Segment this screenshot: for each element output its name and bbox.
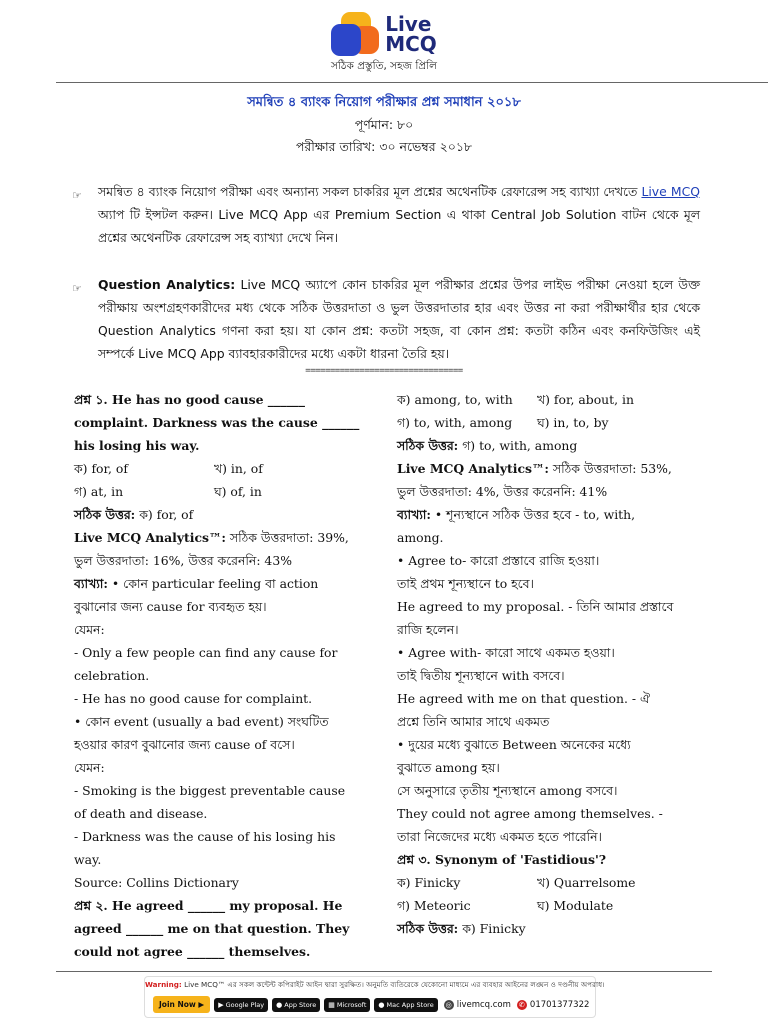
q1-explanation-1: • কোন particular feeling বা action	[107, 576, 319, 591]
windows-icon: ▦	[328, 1000, 335, 1009]
q2-option-kha: খ) for, about, in	[537, 392, 634, 407]
pointing-hand-icon: ☞	[72, 189, 82, 202]
logo-wordmark	[385, 14, 437, 54]
q3-option-ka: ক) Finicky	[397, 875, 461, 890]
q2-explanation-8: তাই দ্বিতীয় শূন্যস্থানে with বসবে।	[397, 668, 565, 683]
logo-line-1: Live	[385, 12, 432, 36]
header-divider	[56, 82, 768, 83]
pointing-hand-icon: ☞	[72, 282, 82, 295]
q2-explanation-11: • দুয়ের মধ্যে বুঝাতে Between অনেকের মধ্যে	[397, 737, 631, 752]
q1-analytics-label: Live MCQ Analytics™:	[74, 530, 226, 545]
header-logo	[0, 12, 768, 76]
q1-answer-value: ক) for, of	[135, 507, 194, 522]
q2-analytics-label: Live MCQ Analytics™:	[397, 461, 549, 476]
website-text: livemcq.com	[456, 999, 511, 1010]
left-column	[74, 388, 362, 963]
q1-answer-label: সঠিক উত্তর:	[74, 507, 136, 522]
q1-explanation-4: - Only a few people can find any cause for	[74, 645, 338, 660]
logo-line-2: MCQ	[385, 32, 437, 56]
title-block	[0, 92, 768, 158]
q2-explanation-4: তাই প্রথম শূন্যস্থানে to হবে।	[397, 576, 534, 591]
footer-divider	[56, 971, 712, 972]
google-play-badge[interactable]	[214, 998, 268, 1012]
right-column	[397, 388, 697, 940]
q1-options-row-1	[74, 457, 362, 480]
q2-options-row-2	[397, 411, 697, 434]
apple-icon: ●	[276, 1000, 283, 1009]
q2-line-1: প্রশ্ন ২. He agreed ______ my proposal. He	[74, 898, 343, 913]
q2-explanation-2: among.	[397, 530, 444, 545]
phone-icon: ✆	[517, 1000, 527, 1010]
q2-line-2: agreed ______ me on that question. They	[74, 921, 350, 936]
q2-answer-label: সঠিক উত্তর:	[397, 438, 459, 453]
q1-line-3: his losing his way.	[74, 438, 200, 453]
q1-explanation-6: - He has no good cause for complaint.	[74, 691, 313, 706]
mac-app-store-label: Mac App Store	[386, 1000, 434, 1009]
live-mcq-link[interactable]: Live MCQ	[641, 184, 700, 199]
section-divider: ================================	[305, 366, 463, 376]
q1-explanation-12: - Darkness was the cause of his losing his	[74, 829, 336, 844]
q1-analytics-correct: সঠিক উত্তরদাতা: 39%,	[225, 530, 349, 545]
q2-option-ga: গ) to, with, among	[397, 415, 513, 430]
full-marks: পূর্ণমান: ৮০	[354, 117, 414, 132]
q2-option-gha: ঘ) in, to, by	[537, 415, 609, 430]
q3-option-gha: ঘ) Modulate	[537, 898, 614, 913]
intro-paragraph-2	[72, 273, 700, 365]
q1-explanation-10: - Smoking is the biggest preventable cause	[74, 783, 346, 798]
page-title: সমন্বিত ৪ ব্যাংক নিয়োগ পরীক্ষার প্রশ্ন সমাধান ২০১৮	[247, 95, 521, 110]
website-link[interactable]	[444, 1000, 511, 1010]
q3-option-kha: খ) Quarrelsome	[537, 875, 636, 890]
join-now-button[interactable]: Join Now ▶	[153, 996, 210, 1013]
q2-explanation-13: সে অনুসারে তৃতীয় শূন্যস্থানে among বসবে।	[397, 783, 618, 798]
q1-explanation-13: way.	[74, 852, 102, 867]
q2-options-row-1	[397, 388, 697, 411]
q1-explanation-5: celebration.	[74, 668, 150, 683]
microsoft-label: Microsoft	[336, 1000, 367, 1009]
q2-explanation-10: প্রশ্নে তিনি আমার সাথে একমত	[397, 714, 550, 729]
q2-answer	[397, 434, 697, 457]
q2-explanation-12: বুঝাতে among হয়।	[397, 760, 500, 775]
q3-options-row-2	[397, 894, 697, 917]
q3-answer-value: ক) Finicky	[458, 921, 526, 936]
logo-row	[331, 12, 437, 56]
app-store-label: App Store	[284, 1000, 317, 1009]
question-analytics-label: Question Analytics:	[98, 277, 236, 292]
play-icon: ▶	[218, 1000, 224, 1009]
q2-explanation-3: • Agree to- কারো প্রস্তাবে রাজি হওয়া।	[397, 553, 600, 568]
q2-explanation-1: • শূন্যস্থানে সঠিক উত্তর হবে - to, with,	[430, 507, 636, 522]
q2-explanation	[397, 503, 697, 526]
phone-link[interactable]	[517, 1000, 590, 1010]
intro-1-text-b: অ্যাপ টি ইন্সটল করুন। Live MCQ App এর Premium Section এ থাকা Central Job Solution বাটন থেকে মূল প্রশ্নের অথেনটিক রেফারেন্স সহ ব্যাখ্যা দেখে নিন।	[98, 207, 700, 245]
google-play-label: Google Play	[225, 1000, 265, 1009]
q2-explanation-14: They could not agree among themselves. -	[397, 806, 663, 821]
q1-answer	[74, 503, 362, 526]
q3-question: প্রশ্ন ৩. Synonym of 'Fastidious'?	[397, 852, 607, 867]
q1-explanation-3: যেমন:	[74, 622, 105, 637]
q2-analytics-rest: ভুল উত্তরদাতা: 4%, উত্তর করেননি: 41%	[397, 484, 608, 499]
q1-explanation	[74, 572, 362, 595]
question-analytics-text: Live MCQ অ্যাপে কোন চাকরির মূল পরীক্ষার প্রশ্নের উপর লাইভ পরীক্ষা নেওয়া হলে উক্ত পরীক্ষায় অংশগ্রহণকারীদের মধ্য থেকে সঠিক উত্তরদাতা ও ভুল উত্তরদাতার হার এবং উত্তর না করা পরীক্ষার্থীর হার থেকে Question Analytics গণনা করা হয়। যা কোন প্রশ্ন: কতটা সহজ, বা কোন প্রশ্ন: কতটা কঠিন এবং কনফিউজিং এই সম্পর্কে Live MCQ App ব্যাবহারকারীদের মধ্যে একটা ধারনা তৈরি হয়।	[98, 277, 700, 361]
microsoft-store-badge[interactable]	[324, 998, 370, 1012]
q2-explanation-label: ব্যাখ্যা:	[397, 507, 431, 522]
q1-option-ga: গ) at, in	[74, 484, 124, 499]
exam-date: পরীক্ষার তারিখ: ৩০ নভেম্বর ২০১৮	[295, 139, 473, 154]
copyright-warning	[145, 980, 605, 992]
logo-tagline: সঠিক প্রস্তুতি, সহজ প্রিলি	[330, 60, 438, 72]
q1-explanation-2: বুঝানোর জন্য cause for ব্যবহৃত হয়।	[74, 599, 267, 614]
q2-analytics	[397, 457, 697, 480]
intro-1-text-a: সমন্বিত ৪ ব্যাংক নিয়োগ পরীক্ষা এবং অন্যান্য সকল চাকরির মূল প্রশ্নের অথেনটিক রেফারেন্স সহ ব্যাখ্যা দেখতে	[98, 184, 642, 199]
q1-line-2: complaint. Darkness was the cause ______	[74, 415, 360, 430]
q1-explanation-11: of death and disease.	[74, 806, 208, 821]
globe-icon: ◎	[445, 1000, 452, 1009]
q2-explanation-5: He agreed to my proposal. - তিনি আমার প্রস্তাবে	[397, 599, 674, 614]
q2-option-ka: ক) among, to, with	[397, 392, 513, 407]
footer-actions	[153, 996, 589, 1013]
q1-option-gha: ঘ) of, in	[214, 484, 262, 499]
phone-text: 01701377322	[529, 999, 590, 1010]
q2-explanation-15: তারা নিজেদের মধ্যে একমত হতে পারেনি।	[397, 829, 602, 844]
q1-analytics-rest: ভুল উত্তরদাতা: 16%, উত্তর করেননি: 43%	[74, 553, 292, 568]
q2-line-3: could not agree ______ themselves.	[74, 944, 311, 959]
q1-line-1: প্রশ্ন ১. He has no good cause ______	[74, 392, 305, 407]
q3-option-ga: গ) Meteoric	[397, 898, 471, 913]
q1-option-ka: ক) for, of	[74, 461, 128, 476]
q1-source: Source: Collins Dictionary	[74, 875, 239, 890]
q1-explanation-7: • কোন event (usually a bad event) সংঘটিত	[74, 714, 329, 729]
mac-app-store-badge[interactable]	[374, 998, 437, 1012]
q1-explanation-label: ব্যাখ্যা:	[74, 576, 108, 591]
warning-label: Warning:	[145, 980, 182, 989]
warning-text: Live MCQ™ এর সকল কন্টেন্ট কপিরাইট আইন দ্বারা সুরক্ষিত। অনুমতি ব্যতিরেকে যেকোনো মাধ্যমে এর ব্যবহার আইনের লঙ্ঘন ও দণ্ডনীয় অপরাধ।	[181, 980, 605, 989]
q2-answer-value: গ) to, with, among	[458, 438, 578, 453]
app-store-badge[interactable]	[272, 998, 320, 1012]
q1-analytics	[74, 526, 362, 549]
intro-paragraph-1	[72, 180, 700, 249]
q2-explanation-7: • Agree with- কারো সাথে একমত হওয়া।	[397, 645, 615, 660]
q1-options-row-2	[74, 480, 362, 503]
q2-analytics-correct: সঠিক উত্তরদাতা: 53%,	[548, 461, 672, 476]
apple-icon: ●	[378, 1000, 385, 1009]
q1-explanation-9: যেমন:	[74, 760, 105, 775]
q1-option-kha: খ) in, of	[214, 461, 263, 476]
q2-explanation-9: He agreed with me on that question. - ঐ	[397, 691, 650, 706]
q2-explanation-6: রাজি হলেন।	[397, 622, 459, 637]
q3-options-row-1	[397, 871, 697, 894]
live-mcq-logo-icon	[331, 12, 379, 56]
q3-answer	[397, 917, 697, 940]
q1-explanation-8: হওয়ার কারণ বুঝানোর জন্য cause of বসে।	[74, 737, 295, 752]
footer-banner	[144, 976, 605, 1018]
q3-answer-label: সঠিক উত্তর:	[397, 921, 459, 936]
